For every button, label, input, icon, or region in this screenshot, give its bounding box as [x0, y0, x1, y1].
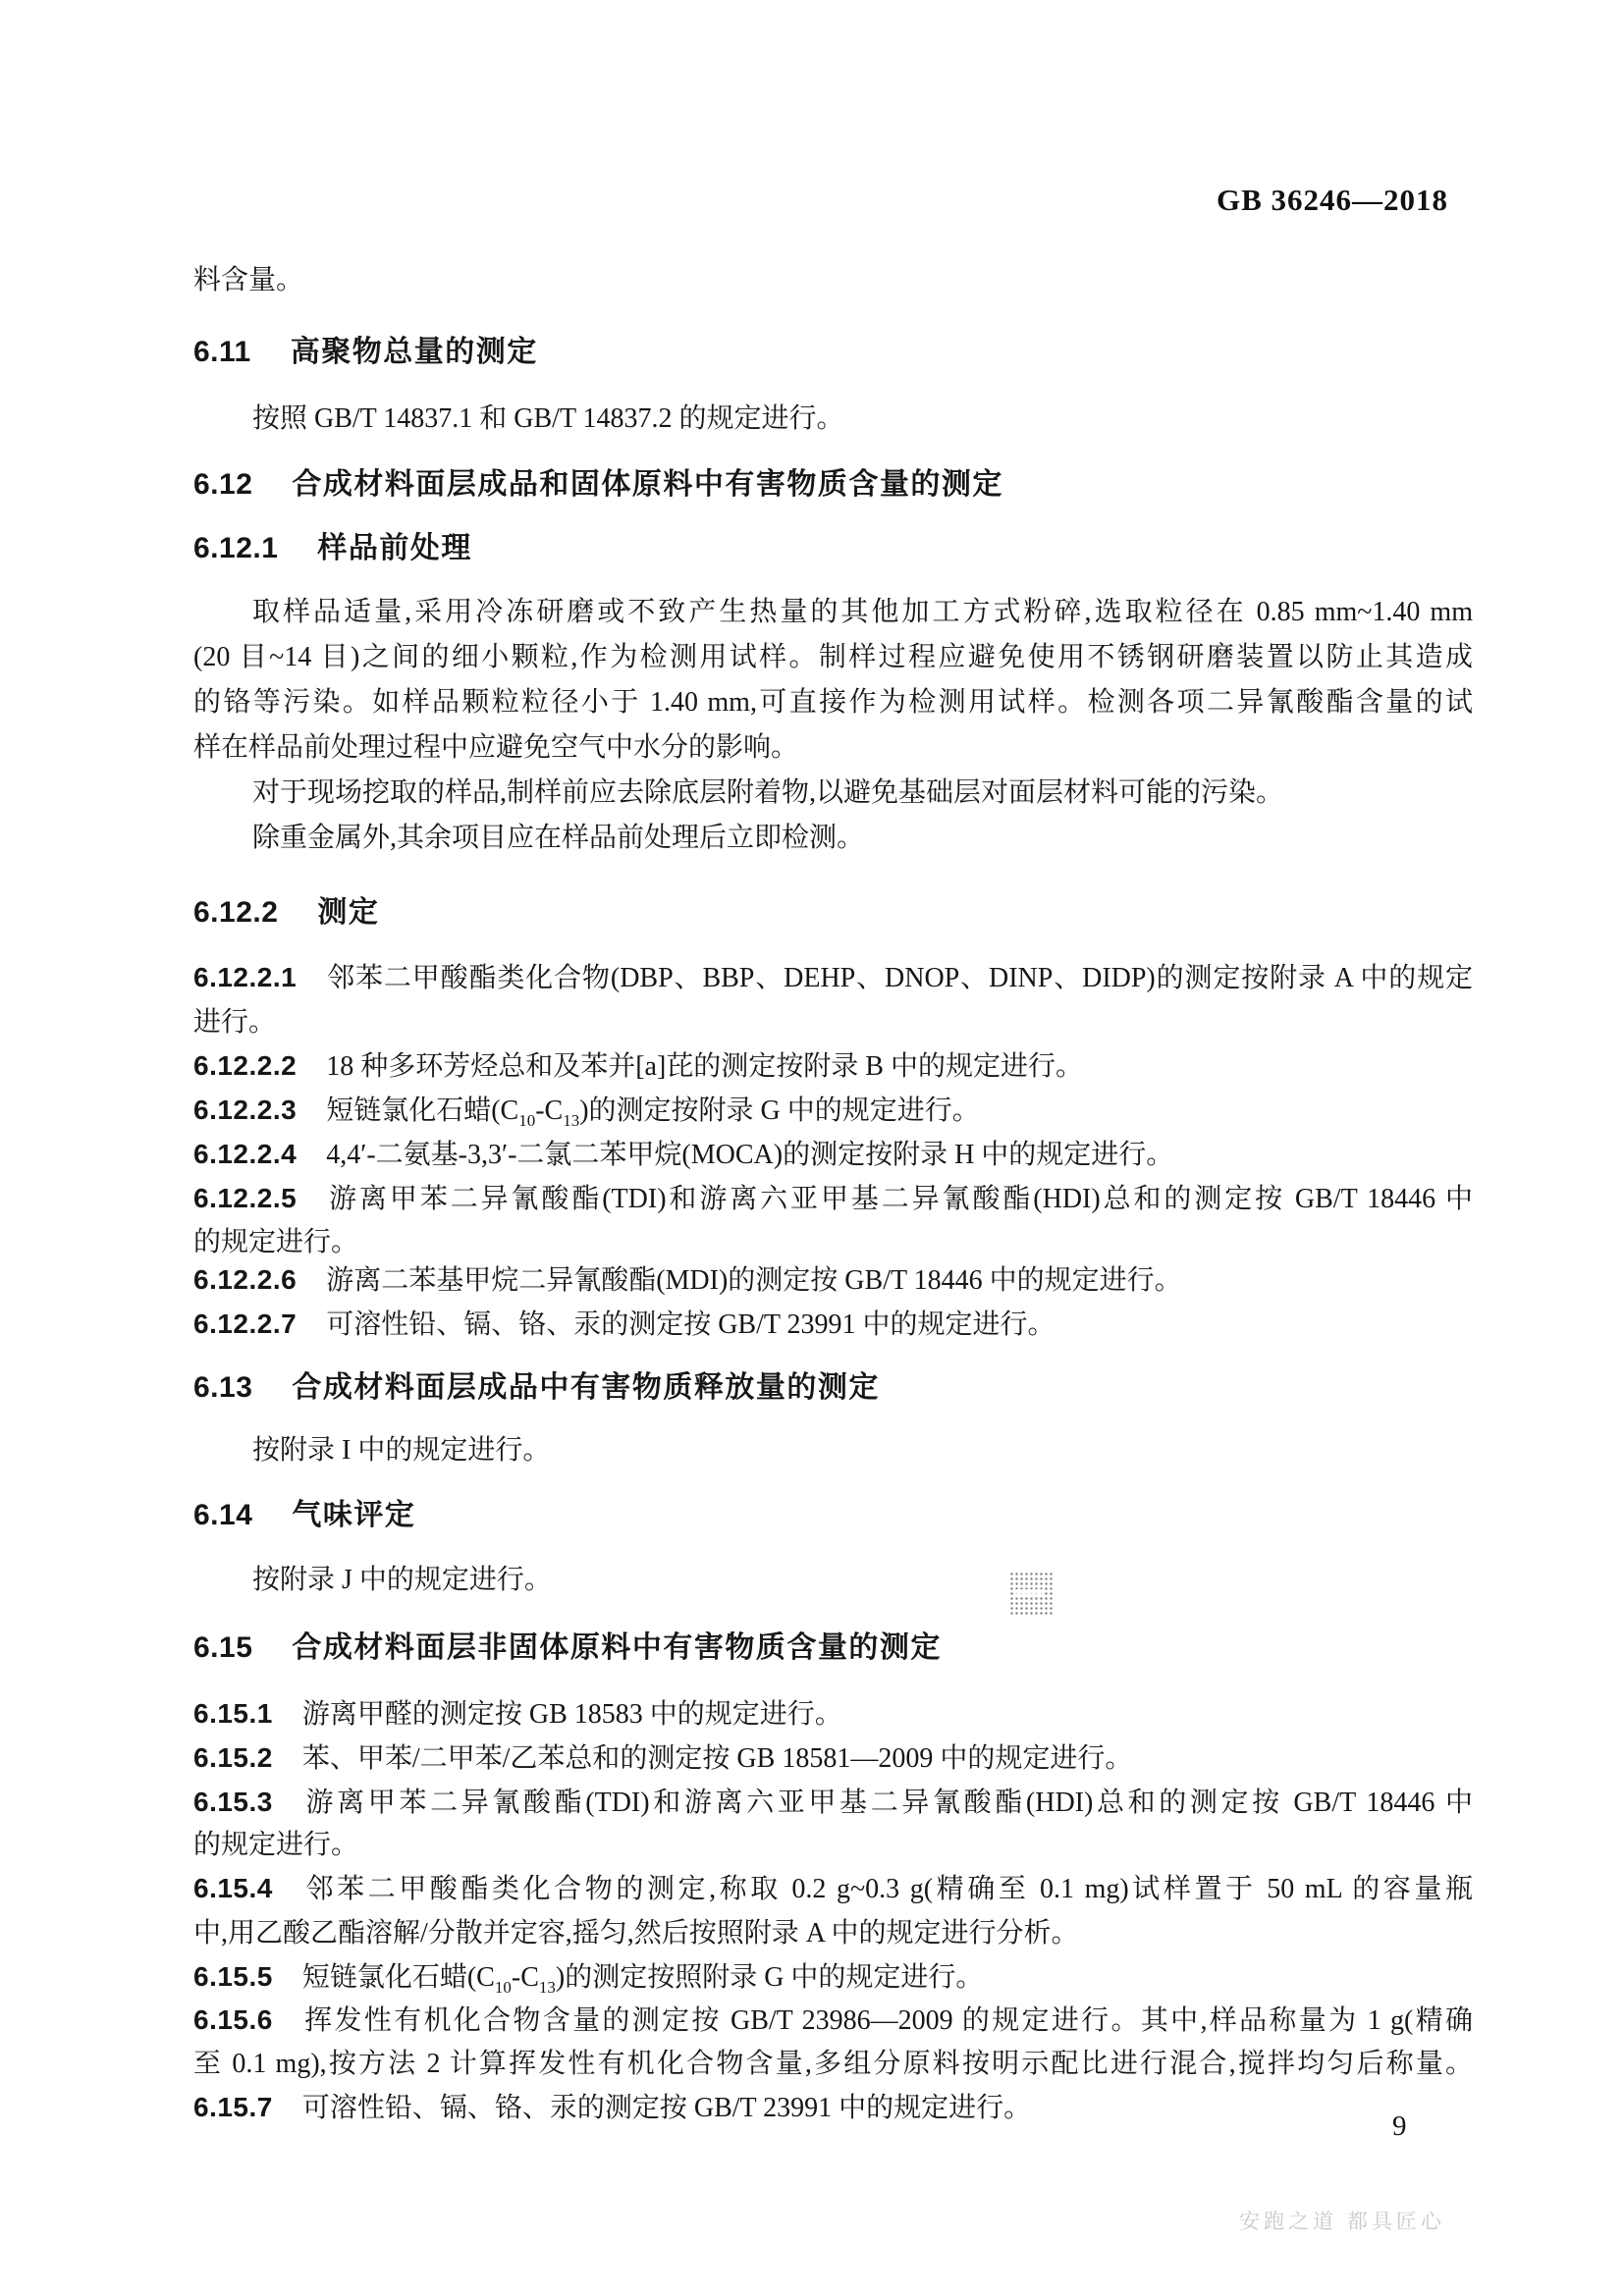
clause-6-12-2-5-line-2: 的规定进行。	[193, 1227, 359, 1257]
section-heading-6-15	[193, 1626, 1473, 1671]
section-number: 6.12.1	[193, 532, 279, 564]
clause-6-12-2-6	[193, 1257, 1473, 1303]
section-title: 气味评定	[292, 1499, 416, 1531]
clause-text: 邻苯二甲酸酯类化合物(DBP、BBP、DEHP、DNOP、DINP、DIDP)的测定按附录 A 中的规定	[326, 963, 1473, 993]
clause-number: 6.12.2.1	[193, 962, 298, 992]
clause-text: 游离甲苯二异氰酸酯(TDI)和游离六亚甲基二异氰酸酯(HDI)总和的测定按 GB/T 18446 中	[326, 1184, 1473, 1214]
section-heading-6-12	[193, 462, 1473, 507]
clause-6-15-3-line-1	[193, 1780, 1473, 1825]
paragraph-6-12-1-line-3: 的铬等污染。如样品颗粒粒径小于 1.40 mm,可直接作为检测用试样。检测各项二异氰酸酯含量的试	[193, 687, 1473, 718]
clause-text: 短链氯化石蜡$(C_{10}-C_{13})$的测定按附录 G 中的规定进行。	[326, 1095, 980, 1130]
section-title: 样品前处理	[317, 532, 472, 564]
clause-text: 18 种多环芳烃总和及苯并[a]芘的测定按附录 B 中的规定进行。	[326, 1051, 1083, 1082]
paragraph-6-11: 按照 GB/T 14837.1 和 GB/T 14837.2 的规定进行。	[252, 403, 844, 434]
subscript: 10	[494, 1978, 512, 1997]
clause-text: 苯、甲苯/二甲苯/乙苯总和的测定按 GB 18581—2009 中的规定进行。	[301, 1743, 1133, 1774]
paragraph-6-12-1b: 对于现场挖取的样品,制样前应去除底层附着物,以避免基础层对面层材料可能的污染。	[252, 777, 1284, 808]
section-title: 测定	[317, 896, 380, 929]
clause-number: 6.15.2	[193, 1742, 273, 1773]
clause-6-15-2	[193, 1735, 1473, 1781]
clause-text: 邻苯二甲酸酯类化合物的测定,称取 0.2 g~0.3 g(精确至 0.1 mg)试样置于 50 mL 的容量瓶	[301, 1874, 1473, 1904]
clause-6-15-1	[193, 1691, 1473, 1736]
section-number: 6.12	[193, 468, 253, 501]
section-title: 高聚物总量的测定	[290, 336, 538, 368]
page-number: 9	[1392, 2110, 1407, 2142]
clause-6-15-7	[193, 2085, 1473, 2130]
clause-number: 6.12.2.5	[193, 1183, 298, 1213]
section-number: 6.11	[193, 336, 251, 368]
clause-6-15-6-line-1	[193, 1998, 1473, 2043]
section-number: 6.13	[193, 1371, 253, 1404]
clause-text: 可溶性铅、镉、铬、汞的测定按 GB/T 23991 中的规定进行。	[326, 1309, 1056, 1340]
subscript: 13	[563, 1111, 580, 1130]
section-title: 合成材料面层成品中有害物质释放量的测定	[292, 1371, 880, 1404]
scan-halftone-artifact	[1009, 1572, 1053, 1617]
section-title: 合成材料面层成品和固体原料中有害物质含量的测定	[292, 468, 1003, 501]
clause-number: 6.12.2.6	[193, 1264, 298, 1295]
clause-number: 6.15.6	[193, 2004, 273, 2035]
subscript: 13	[538, 1978, 556, 1997]
clause-number: 6.12.2.3	[193, 1095, 298, 1125]
clause-6-12-2-7	[193, 1302, 1473, 1347]
section-number: 6.12.2	[193, 896, 279, 929]
paragraph-6-12-1-line-2: (20 目~14 目)之间的细小颗粒,作为检测用试样。制样过程应避免使用不锈钢研磨装置以防止其造成	[193, 642, 1473, 672]
section-heading-6-11	[193, 330, 1473, 375]
section-title: 合成材料面层非固体原料中有害物质含量的测定	[292, 1631, 942, 1664]
paragraph-6-12-1-line-4: 样在样品前处理过程中应避免空气中水分的影响。	[193, 732, 799, 763]
section-heading-6-12-1	[193, 526, 1473, 571]
paragraph-6-14: 按附录 J 中的规定进行。	[252, 1565, 552, 1595]
clause-number: 6.15.5	[193, 1961, 273, 1992]
section-number: 6.14	[193, 1499, 253, 1531]
clause-6-12-2-5-line-1	[193, 1176, 1473, 1221]
clause-6-12-2-1-line-1	[193, 955, 1473, 1000]
carryover-text: 料含量。	[193, 265, 304, 295]
footer-watermark: 安跑之道 都具匠心	[1239, 2211, 1445, 2233]
clause-text: 游离甲醛的测定按 GB 18583 中的规定进行。	[301, 1699, 842, 1730]
clause-text: 游离二苯基甲烷二异氰酸酯(MDI)的测定按 GB/T 18446 中的规定进行。	[326, 1265, 1182, 1296]
section-heading-6-14	[193, 1493, 1473, 1538]
clause-6-15-4-line-2: 中,用乙酸乙酯溶解/分散并定容,摇匀,然后按照附录 A 中的规定进行分析。	[193, 1918, 1079, 1949]
section-number: 6.15	[193, 1631, 253, 1664]
paragraph-6-12-1c: 除重金属外,其余项目应在样品前处理后立即检测。	[252, 823, 865, 853]
subscript: 10	[518, 1111, 536, 1130]
clause-number: 6.15.4	[193, 1873, 273, 1903]
clause-number: 6.15.3	[193, 1787, 273, 1817]
standard-code: GB 36246—2018	[1216, 183, 1448, 217]
clause-6-12-2-4	[193, 1132, 1473, 1177]
section-heading-6-13	[193, 1365, 1473, 1411]
clause-number: 6.15.1	[193, 1698, 273, 1729]
clause-text: 短链氯化石蜡$(C_{10}-C_{13})$的测定按照附录 G 中的规定进行。	[301, 1962, 984, 1997]
clause-6-15-4-line-1	[193, 1866, 1473, 1911]
clause-6-15-6-line-2: 至 0.1 mg),按方法 2 计算挥发性有机化合物含量,多组分原料按明示配比进行混合,搅拌均匀后称量。	[193, 2049, 1473, 2079]
clause-text: 挥发性有机化合物含量的测定按 GB/T 23986—2009 的规定进行。其中,样品称量为 1 g(精确	[301, 2005, 1473, 2036]
paragraph-6-13: 按附录 I 中的规定进行。	[252, 1435, 551, 1466]
clause-text: 可溶性铅、镉、铬、汞的测定按 GB/T 23991 中的规定进行。	[301, 2093, 1032, 2123]
clause-number: 6.12.2.2	[193, 1050, 298, 1081]
clause-6-12-2-2	[193, 1043, 1473, 1089]
clause-text: 4,4′-二氨基-3,3′-二氯二苯甲烷(MOCA)的测定按附录 H 中的规定进行。	[326, 1140, 1174, 1170]
clause-6-15-5	[193, 1954, 1473, 2000]
clause-number: 6.12.2.7	[193, 1308, 298, 1339]
clause-6-12-2-1-line-2: 进行。	[193, 1007, 277, 1038]
clause-6-12-2-3	[193, 1088, 1473, 1133]
clause-number: 6.12.2.4	[193, 1139, 298, 1169]
paragraph-6-12-1-line-1: 取样品适量,采用冷冻研磨或不致产生热量的其他加工方式粉碎,选取粒径在 0.85 mm~1.40 mm	[252, 597, 1473, 627]
clause-text: 游离甲苯二异氰酸酯(TDI)和游离六亚甲基二异氰酸酯(HDI)总和的测定按 GB/T 18446 中	[301, 1788, 1473, 1818]
section-heading-6-12-2	[193, 890, 1473, 935]
clause-number: 6.15.7	[193, 2092, 273, 2122]
clause-6-15-3-line-2: 的规定进行。	[193, 1830, 359, 1860]
